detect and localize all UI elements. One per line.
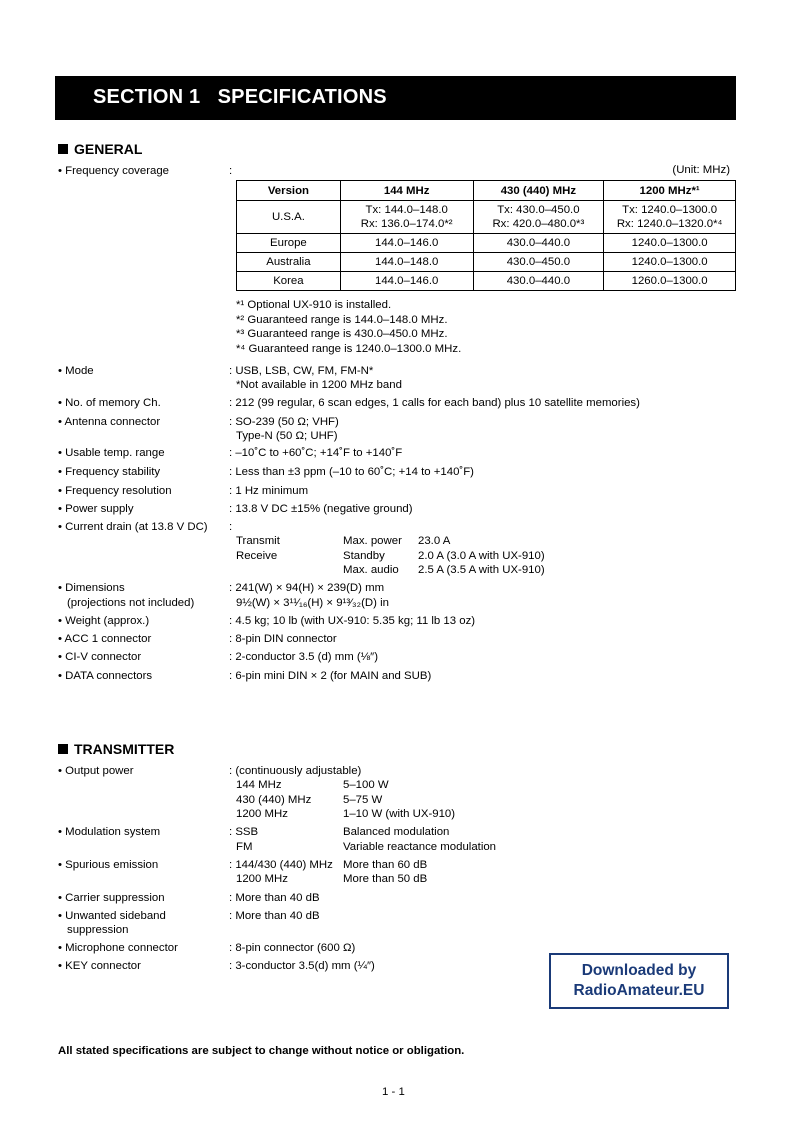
spurious-band-1: : 144/430 (440) MHz <box>229 859 333 871</box>
transmitter-heading <box>58 741 174 757</box>
mode-value: : USB, LSB, CW, FM, FM-N* <box>229 365 374 377</box>
table-header-cell: 144 MHz <box>340 181 473 201</box>
table-cell: 430.0–450.0 <box>473 253 604 272</box>
drain-standby-value: 2.0 A (3.0 A with UX-910) <box>418 550 545 562</box>
drain-maxpower-value: 23.0 A <box>418 535 451 547</box>
table-cell: U.S.A. <box>237 201 341 234</box>
table-cell: Korea <box>237 272 341 291</box>
modulation-label: • Modulation system <box>58 826 161 838</box>
table-header-cell: 1200 MHz*¹ <box>604 181 736 201</box>
table-row <box>237 201 736 234</box>
cell-line: Tx: 1240.0–1300.0 <box>622 204 718 216</box>
table-cell: 430.0–440.0 <box>473 234 604 253</box>
output-power-label: • Output power <box>58 765 134 777</box>
dimensions-value: : 241(W) × 94(H) × 239(D) mm <box>229 582 385 594</box>
drain-standby: Standby <box>343 550 385 562</box>
mode-note: *Not available in 1200 MHz band <box>236 379 402 391</box>
power-supply-label: • Power supply <box>58 503 134 515</box>
frequency-coverage-colon: : <box>229 165 233 177</box>
table-cell: 1240.0–1300.0 <box>604 253 736 272</box>
table-header-cell: 430 (440) MHz <box>473 181 604 201</box>
section-header-bar <box>55 76 736 120</box>
output-power: 1–10 W (with UX-910) <box>343 808 456 820</box>
temp-label: • Usable temp. range <box>58 447 165 459</box>
specs-disclaimer: All stated specifications are subject to change without notice or obligation. <box>58 1045 465 1057</box>
output-band: 1200 MHz <box>236 808 288 820</box>
sideband-label-2: suppression <box>67 924 129 936</box>
drain-maxpower: Max. power <box>343 535 402 547</box>
table-cell: 1260.0–1300.0 <box>604 272 736 291</box>
drain-transmit: Transmit <box>236 535 280 547</box>
modulation-fm: FM <box>236 841 253 853</box>
resolution-label: • Frequency resolution <box>58 485 172 497</box>
antenna-label: • Antenna connector <box>58 416 161 428</box>
spurious-value-1: More than 60 dB <box>343 859 428 871</box>
table-row <box>237 272 736 291</box>
table-cell: 144.0–148.0 <box>340 253 473 272</box>
unit-label: (Unit: MHz) <box>672 164 730 176</box>
antenna-value: : SO-239 (50 Ω; VHF) <box>229 416 339 428</box>
footnote-3: *³ Guaranteed range is 430.0–450.0 MHz. <box>236 328 448 340</box>
cell-line: Tx: 144.0–148.0 <box>365 204 448 216</box>
modulation-ssb: : SSB <box>229 826 259 838</box>
memory-label: • No. of memory Ch. <box>58 397 161 409</box>
dimensions-value-2: 9½(W) × 3¹¹⁄₁₆(H) × 9¹³⁄₃₂(D) in <box>236 597 389 609</box>
weight-label: • Weight (approx.) <box>58 615 150 627</box>
table-cell <box>473 201 604 234</box>
data-connectors-label: • DATA connectors <box>58 670 153 682</box>
footnote-2: *² Guaranteed range is 144.0–148.0 MHz. <box>236 314 448 326</box>
memory-value: : 212 (99 regular, 6 scan edges, 1 calls for each band) plus 10 satellite memories) <box>229 397 640 409</box>
cell-line: Rx: 136.0–174.0*² <box>360 218 453 230</box>
stability-label: • Frequency stability <box>58 466 161 478</box>
temp-value: : –10˚C to +60˚C; +14˚F to +140˚F <box>229 447 403 459</box>
modulation-ssb-desc: Balanced modulation <box>343 826 450 838</box>
acc-value: : 8-pin DIN connector <box>229 633 337 645</box>
key-label: • KEY connector <box>58 960 141 972</box>
cell-line: Tx: 430.0–450.0 <box>497 204 580 216</box>
spurious-band-2: 1200 MHz <box>236 873 288 885</box>
weight-value: : 4.5 kg; 10 lb (with UX-910: 5.35 kg; 11 lb 13 oz) <box>229 615 476 627</box>
drain-maxaudio-value: 2.5 A (3.5 A with UX-910) <box>418 564 545 576</box>
spurious-label: • Spurious emission <box>58 859 159 871</box>
cell-line: Rx: 1240.0–1320.0*⁴ <box>616 218 723 230</box>
table-header-row <box>237 181 736 201</box>
current-drain-label: • Current drain (at 13.8 V DC) <box>58 521 208 533</box>
table-cell <box>604 201 736 234</box>
frequency-table <box>236 180 736 291</box>
stamp-line-2: RadioAmateur.EU <box>573 982 705 999</box>
output-band: 144 MHz <box>236 779 282 791</box>
table-row <box>237 253 736 272</box>
table-cell: 430.0–440.0 <box>473 272 604 291</box>
table-cell: Australia <box>237 253 341 272</box>
output-power-value: : (continuously adjustable) <box>229 765 362 777</box>
output-power: 5–75 W <box>343 794 383 806</box>
transmitter-heading-text: TRANSMITTER <box>74 741 175 757</box>
general-heading-text: GENERAL <box>74 141 143 157</box>
mode-label: • Mode <box>58 365 94 377</box>
output-band: 430 (440) MHz <box>236 794 312 806</box>
table-cell: 1240.0–1300.0 <box>604 234 736 253</box>
carrier-value: : More than 40 dB <box>229 892 320 904</box>
page-number: 1 - 1 <box>382 1086 405 1098</box>
antenna-value-2: Type-N (50 Ω; UHF) <box>236 430 338 442</box>
table-cell: 144.0–146.0 <box>340 234 473 253</box>
dimensions-label: • Dimensions <box>58 582 125 594</box>
microphone-label: • Microphone connector <box>58 942 178 954</box>
civ-label: • CI-V connector <box>58 651 142 663</box>
cell-line: Rx: 420.0–480.0*³ <box>492 218 585 230</box>
table-cell: 144.0–146.0 <box>340 272 473 291</box>
dimensions-label-2: (projections not included) <box>67 597 195 609</box>
drain-maxaudio: Max. audio <box>343 564 399 576</box>
footnote-4: *⁴ Guaranteed range is 1240.0–1300.0 MHz. <box>236 343 462 355</box>
section-title: SECTION 1 SPECIFICATIONS <box>93 86 387 108</box>
spurious-value-2: More than 50 dB <box>343 873 428 885</box>
microphone-value: : 8-pin connector (600 Ω) <box>229 942 356 954</box>
frequency-coverage-label: • Frequency coverage <box>58 165 169 177</box>
data-connectors-value: : 6-pin mini DIN × 2 (for MAIN and SUB) <box>229 670 432 682</box>
table-cell: Europe <box>237 234 341 253</box>
stability-value: : Less than ±3 ppm (–10 to 60˚C; +14 to +140˚F) <box>229 466 474 478</box>
download-stamp <box>549 953 729 1009</box>
resolution-value: : 1 Hz minimum <box>229 485 309 497</box>
table-header-cell: Version <box>237 181 341 201</box>
output-power: 5–100 W <box>343 779 389 791</box>
acc-label: • ACC 1 connector <box>58 633 152 645</box>
modulation-fm-desc: Variable reactance modulation <box>343 841 497 853</box>
general-heading <box>58 141 142 157</box>
stamp-line-1: Downloaded by <box>581 962 697 979</box>
square-bullet-icon <box>58 144 68 154</box>
power-supply-value: : 13.8 V DC ±15% (negative ground) <box>229 503 413 515</box>
footnote-1: *¹ Optional UX-910 is installed. <box>236 299 392 311</box>
square-bullet-icon <box>58 744 68 754</box>
carrier-label: • Carrier suppression <box>58 892 165 904</box>
drain-receive: Receive <box>236 550 278 562</box>
sideband-value: : More than 40 dB <box>229 910 320 922</box>
sideband-label: • Unwanted sideband <box>58 910 166 922</box>
key-value: : 3-conductor 3.5(d) mm (¼″) <box>229 960 375 972</box>
table-row <box>237 234 736 253</box>
table-cell <box>340 201 473 234</box>
civ-value: : 2-conductor 3.5 (d) mm (⅛″) <box>229 651 378 663</box>
current-drain-colon: : <box>229 521 233 533</box>
